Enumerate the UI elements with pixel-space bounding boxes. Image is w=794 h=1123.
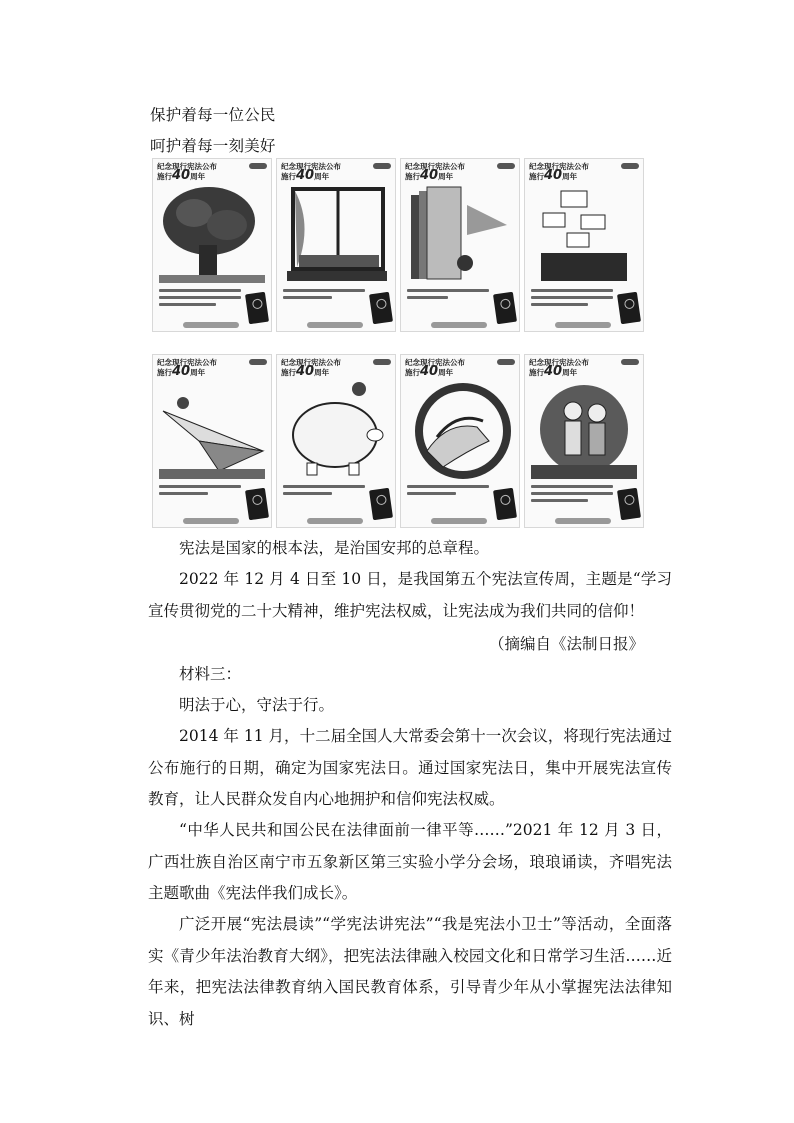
poster-panel-window: 纪念现行宪法公布 施行40周年 [276,158,396,332]
constitution-book-icon [369,292,393,324]
logo-icon [373,359,391,365]
constitution-book-icon [617,292,641,324]
paragraph-constitution-week: 2022 年 12 月 4 日至 10 日，是我国第五个宪法宣传周，主题是“学习宣传贯彻党的二十大精神，维护宪法权威，让宪法成为我们共同的信仰！ [148,570,672,620]
logo-icon [249,359,267,365]
constitution-book-icon [245,488,269,520]
constitution-book-icon [617,488,641,520]
poster-panel-books: 纪念现行宪法公布 施行40周年 [400,158,520,332]
paragraph-constitution-fundamental: 宪法是国家的根本法，是治国安邦的总章程。 [179,539,490,557]
logo-icon [497,163,515,169]
paragraph-nanning-school: “中华人民共和国公民在法律面前一律平等……”2021 年 12 月 3 日，广西壮族自治区南宁市五象新区第三实验小学分会场，琅琅诵读，齐唱宪法主题歌曲《宪法伴我们成长》。 [148,821,672,902]
tree-illustration-icon [159,185,265,283]
constitution-book-icon [245,292,269,324]
logo-icon [621,163,639,169]
poster-panel-piggy-bank: 纪念现行宪法公布 施行40周年 [276,354,396,528]
logo-icon [497,359,515,365]
books-illustration-icon [407,185,513,283]
constitution-book-icon [369,488,393,520]
elderly-couple-illustration-icon [531,381,637,479]
poster-panel-ballot: 纪念现行宪法公布 施行40周年 [524,158,644,332]
material-3-label: 材料三： [179,665,242,683]
verse-line-2: 呵护着每一刻美好 [150,137,276,155]
poster-panel-hands: 纪念现行宪法公布 施行40周年 [400,354,520,528]
source-citation: （摘编自《法制日报》 [488,635,644,653]
poster-panel-elderly-couple: 纪念现行宪法公布 施行40周年 [524,354,644,528]
logo-icon [621,359,639,365]
constitution-book-icon [493,292,517,324]
logo-icon [249,163,267,169]
poster-panel-tree [152,158,272,332]
poster-header: 纪念现行宪法公布 施行40周年 [157,162,217,183]
paragraph-campus-activities: 广泛开展“宪法晨读”“学宪法讲宪法”“我是宪法小卫士”等活动，全面落实《青少年法治教育大纲》，把宪法法律融入校园文化和日常学习生活……近年来，把宪法法律教育纳入国民教育体系，引导青少年从小掌握宪法法律知识、树 [148,915,672,1028]
paragraph-constitution-day: 2014 年 11 月，十二届全国人大常委会第十一次会议，将现行宪法通过公布施行的日期，确定为国家宪法日。通过国家宪法日，集中开展宪法宣传教育，让人民群众发自内心地拥护和信仰宪法权威。 [148,727,672,808]
piggy-bank-illustration-icon [283,381,389,479]
poster-grid [152,158,644,530]
window-illustration-icon [283,185,389,283]
paragraph-law-motto: 明法于心，守法于行。 [179,696,335,714]
poster-panel-paper-plane: 纪念现行宪法公布 施行40周年 [152,354,272,528]
hands-illustration-icon [407,381,513,479]
paper-plane-illustration-icon [159,381,265,479]
ballot-box-illustration-icon [531,185,637,283]
constitution-book-icon [493,488,517,520]
logo-icon [373,163,391,169]
verse-line-1: 保护着每一位公民 [150,106,276,124]
